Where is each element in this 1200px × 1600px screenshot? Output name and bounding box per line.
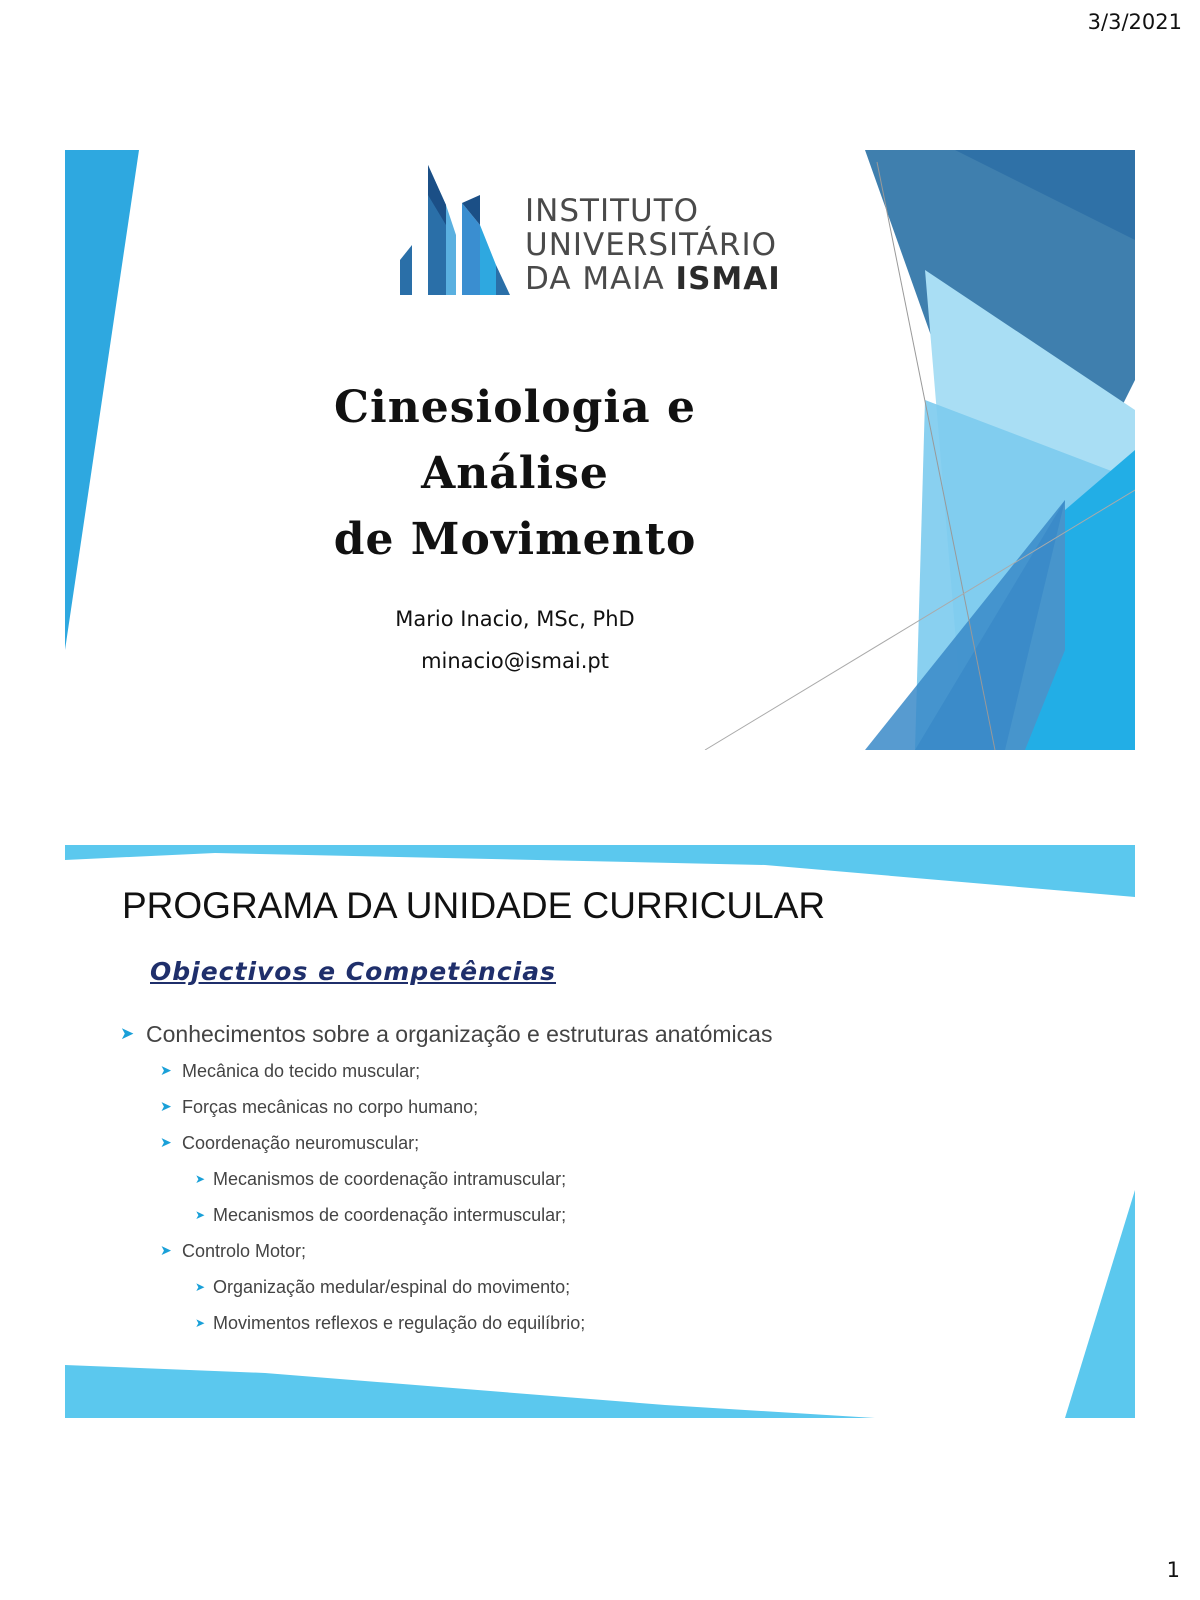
left-accent-shape xyxy=(65,150,139,650)
arrow-bullet-icon: ➤ xyxy=(160,1135,172,1151)
list-item-text: Mecânica do tecido muscular; xyxy=(182,1061,421,1081)
arrow-bullet-icon: ➤ xyxy=(120,1024,135,1044)
list-item-text: Controlo Motor; xyxy=(182,1241,307,1261)
logo-line3-prefix: DA MAIA xyxy=(525,261,676,297)
bottom-right-accent xyxy=(1065,1190,1135,1418)
section-title: PROGRAMA DA UNIDADE CURRICULAR xyxy=(122,885,826,926)
title-slide xyxy=(65,150,1135,750)
list-item xyxy=(160,1233,772,1269)
author-email: minacio@ismai.pt xyxy=(421,649,609,673)
page-number: 1 xyxy=(1166,1558,1180,1582)
logo-ismai: ISMAI xyxy=(675,261,781,297)
logo-line3 xyxy=(525,262,781,296)
list-item xyxy=(195,1269,772,1305)
list-item-text: Coordenação neuromuscular; xyxy=(182,1133,420,1153)
objectives-list xyxy=(120,1015,772,1341)
list-item xyxy=(195,1197,772,1233)
list-item-text: Conhecimentos sobre a organização e estruturas anatómicas xyxy=(146,1021,773,1047)
author-block xyxy=(285,598,745,682)
list-item xyxy=(120,1015,772,1053)
program-slide xyxy=(65,845,1135,1445)
list-item xyxy=(195,1161,772,1197)
page-date: 3/3/2021 xyxy=(1087,10,1182,34)
slide-title-line1: Cinesiologia e Análise xyxy=(334,382,696,499)
arrow-bullet-icon: ➤ xyxy=(160,1243,172,1259)
list-item xyxy=(160,1125,772,1161)
list-item-text: Mecanismos de coordenação intramuscular; xyxy=(213,1169,567,1189)
arrow-bullet-icon: ➤ xyxy=(195,1316,206,1330)
list-item xyxy=(160,1053,772,1089)
list-item-text: Movimentos reflexos e regulação do equilíbrio; xyxy=(213,1313,586,1333)
slide-title-line2: de Movimento xyxy=(333,514,697,565)
arrow-bullet-icon: ➤ xyxy=(160,1063,172,1079)
arrow-bullet-icon: ➤ xyxy=(195,1280,206,1294)
arrow-bullet-icon: ➤ xyxy=(160,1099,172,1115)
arrow-bullet-icon: ➤ xyxy=(195,1208,206,1222)
list-item-text: Mecanismos de coordenação intermuscular; xyxy=(213,1205,567,1225)
institution-name xyxy=(525,194,781,296)
list-item xyxy=(160,1089,772,1125)
list-item-text: Organização medular/espinal do movimento; xyxy=(213,1277,571,1297)
author-name: Mario Inacio, MSc, PhD xyxy=(395,607,635,631)
section-subtitle: Objectivos e Competências xyxy=(150,957,556,986)
slide-title xyxy=(235,375,795,573)
logo-line1: INSTITUTO xyxy=(525,193,700,229)
list-item xyxy=(195,1305,772,1341)
arrow-bullet-icon: ➤ xyxy=(195,1172,206,1186)
logo-line2: UNIVERSITÁRIO xyxy=(525,227,777,263)
list-item-text: Forças mecânicas no corpo humano; xyxy=(182,1097,479,1117)
